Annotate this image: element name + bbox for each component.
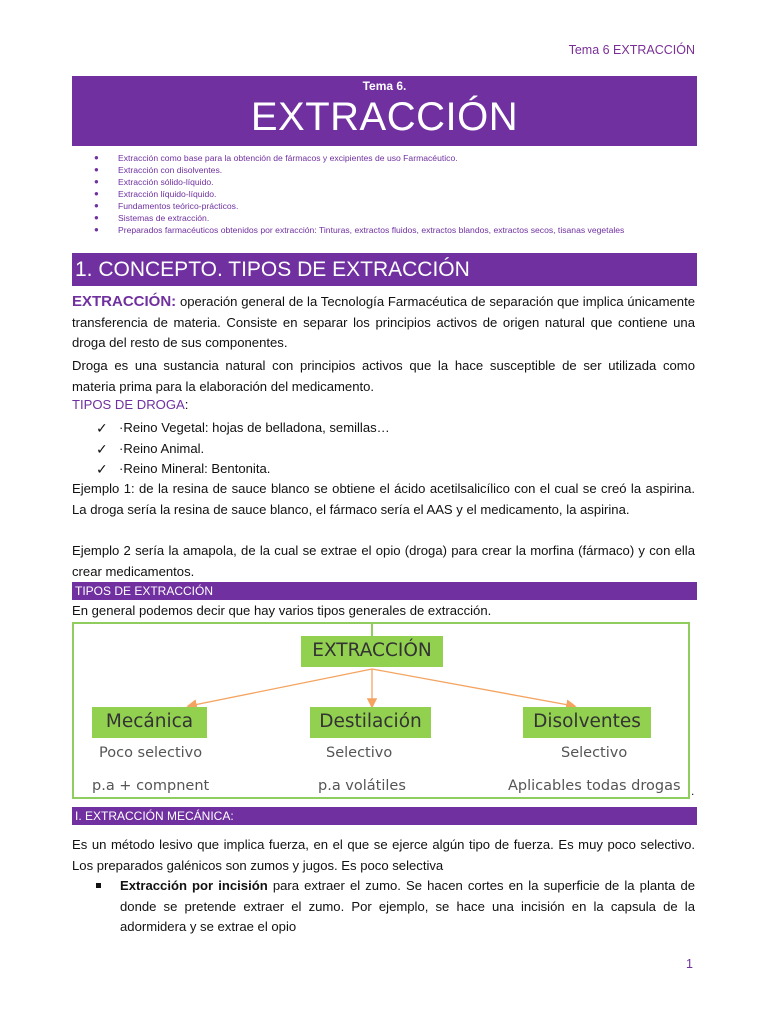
stray-period: . (691, 784, 695, 798)
bullet-icon: ● (94, 201, 99, 210)
definition-paragraph (72, 292, 695, 354)
diagram-label: Poco selectivo (99, 745, 203, 761)
page-number: 1 (686, 957, 693, 971)
bullet-icon: ● (94, 177, 99, 186)
diagram-label: Aplicables todas drogas (508, 778, 681, 794)
title-block (72, 76, 697, 146)
diagram-label: Selectivo (326, 745, 393, 761)
arrow-to-mecanica (189, 669, 372, 706)
section-heading-tipos-extraccion: TIPOS DE EXTRACCIÓN (72, 582, 697, 600)
square-bullet-icon (96, 883, 101, 888)
list-item: ✓ ·Reino Animal. (96, 439, 390, 460)
diagram-box-mecanica: Mecánica (92, 707, 207, 738)
toc-item: ● Sistemas de extracción. (94, 213, 210, 223)
extraction-diagram (72, 622, 690, 799)
diagram-box-disolventes: Disolventes (523, 707, 651, 738)
tipos-extraccion-intro: En general podemos decir que hay varios tipos generales de extracción. (72, 603, 492, 618)
toc-item: ● Extracción líquido-líquido. (94, 189, 217, 199)
mecanica-intro: Es un método lesivo que implica fuerza, en el que se ejerce algún tipo de fuerza. Es muy poco selectivo. Los preparados galénicos son zumos y jugos. Es poco selectiva (72, 837, 695, 873)
diagram-label: Selectivo (561, 745, 628, 761)
toc-item: ● Extracción sólido-líquido. (94, 177, 214, 187)
diagram-box-destilacion: Destilación (310, 707, 431, 738)
section-heading-concepto: 1. CONCEPTO. TIPOS DE EXTRACCIÓN (72, 253, 697, 286)
bullet-icon: ● (94, 153, 99, 162)
list-item: ✓ ·Reino Mineral: Bentonita. (96, 459, 390, 480)
checkmark-icon: ✓ (96, 440, 108, 457)
list-item: Extracción por incisión para extraer el zumo. Se hacen cortes en la superficie de la planta de donde se pretende extraer el zumo. Por ejemplo, se hace una incisión en la capsula de la adormidera y se extrae el opio (96, 876, 695, 938)
list-item: ✓ ·Reino Vegetal: hojas de belladona, semillas… (96, 418, 390, 439)
bullet-icon: ● (94, 165, 99, 174)
title-kicker: Tema 6. (362, 79, 407, 93)
checkmark-icon: ✓ (96, 420, 108, 436)
bullet-icon: ● (94, 225, 99, 234)
tipos-droga-list (96, 418, 390, 480)
page-title: EXTRACCIÓN (250, 95, 519, 139)
arrow-to-disolventes (372, 669, 574, 706)
checkmark-icon: ✓ (96, 461, 108, 478)
toc-item: ● Preparados farmacéuticos obtenidos por extracción: Tinturas, extractos fluidos, extractos blandos, extractos secos, tisanas vegetales (94, 225, 625, 235)
definition-text: operación general de la Tecnología Farmacéutica de separación que implica únicamente transferencia de materia. Consiste en separar los principios activos de origen natural que contiene una droga del resto de sus componentes. (72, 294, 695, 351)
running-header: Tema 6 EXTRACCIÓN (568, 43, 695, 57)
toc-item: ● Extracción como base para la obtención de fármacos y excipientes de uso Farmacéutico. (94, 153, 458, 163)
toc-item: ● Extracción con disolventes. (94, 165, 223, 175)
ejemplo2-paragraph: Ejemplo 2 sería la amapola, de la cual se extrae el opio (droga) para crear la morfina (fármaco) y con ella crear medicamentos. (72, 543, 695, 579)
bullet-icon: ● (94, 189, 99, 198)
mecanica-list (96, 876, 695, 938)
droga-paragraph: Droga es una sustancia natural con principios activos que la hace susceptible de ser utilizada como materia prima para la elaboración del medicamento. (72, 358, 695, 394)
section-heading-mecanica: I. EXTRACCIÓN MECÁNICA: (72, 807, 697, 825)
toc-item: ● Fundamentos teórico-prácticos. (94, 201, 239, 211)
diagram-label: p.a + compnent (92, 778, 210, 794)
diagram-label: p.a volátiles (318, 778, 406, 794)
definition-term: EXTRACCIÓN: (72, 293, 177, 310)
tipos-droga-label: TIPOS DE DROGA: (72, 397, 189, 412)
diagram-root-box: EXTRACCIÓN (301, 636, 443, 667)
table-of-contents (92, 152, 702, 236)
ejemplo1-paragraph: Ejemplo 1: de la resina de sauce blanco se obtiene el ácido acetilsalicílico con el cual se creó la aspirina. La droga sería la resina de sauce blanco, el fármaco sería el AAS y el medicamento, la aspirina. (72, 481, 695, 517)
bullet-icon: ● (94, 213, 99, 222)
